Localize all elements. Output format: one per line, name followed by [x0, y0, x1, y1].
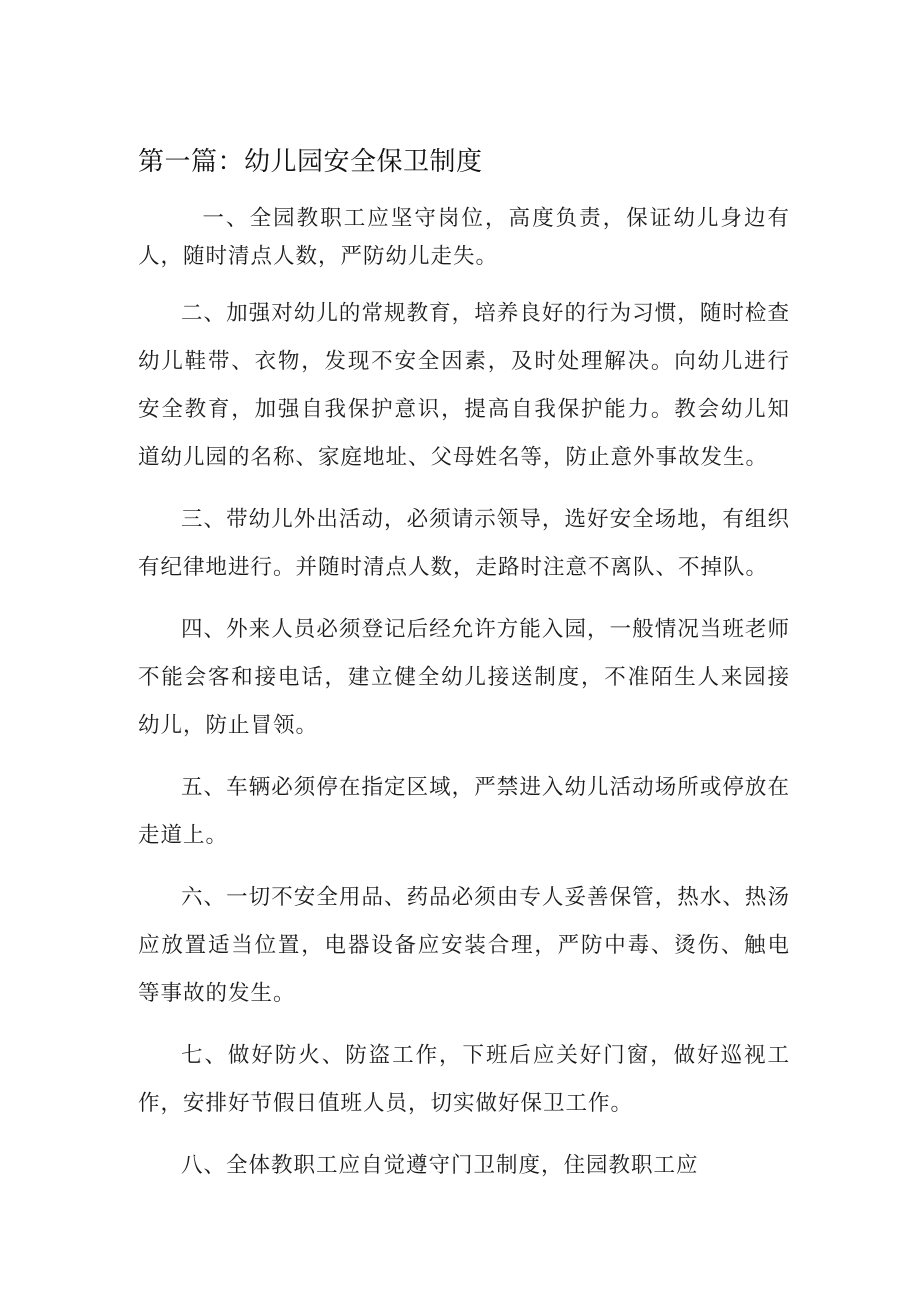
paragraph-1: 一、全园教职工应坚守岗位，高度负责，保证幼儿身边有人，随时清点人数，严防幼儿走失。: [138, 206, 790, 269]
paragraph-3: 三、带幼儿外出活动，必须请示领导，选好安全场地，有组织有纪律地进行。并随时清点人数，走路时注意不离队、不掉队。: [138, 507, 790, 580]
paragraph-5: 五、车辆必须停在指定区域，严禁进入幼儿活动场所或停放在走道上。: [138, 775, 790, 848]
paragraph-2: 二、加强对幼儿的常规教育，培养良好的行为习惯，随时检查幼儿鞋带、衣物，发现不安全因素，及时处理解决。向幼儿进行安全教育，加强自我保护意识，提高自我保护能力。教会幼儿知道幼儿园的名称、家庭地址、父母姓名等，防止意外事故发生。: [138, 301, 790, 470]
paragraph-4: 四、外来人员必须登记后经允许方能入园，一般情况当班老师不能会客和接电话，建立健全幼儿接送制度，不准陌生人来园接幼儿，防止冒领。: [138, 617, 790, 738]
paragraph-6: 六、一切不安全用品、药品必须由专人妥善保管，热水、热汤应放置适当位置，电器设备应安装合理，严防中毒、烫伤、触电等事故的发生。: [138, 885, 790, 1006]
paragraph-8: 八、全体教职工应自觉遵守门卫制度，住园教职工应: [181, 1153, 699, 1178]
document-title: 第一篇：幼儿园安全保卫制度: [138, 147, 483, 177]
document-body: [138, 200, 790, 1204]
paragraph-7: 七、做好防火、防盗工作，下班后应关好门窗，做好巡视工作，安排好节假日值班人员，切实做好保卫工作。: [138, 1043, 790, 1116]
